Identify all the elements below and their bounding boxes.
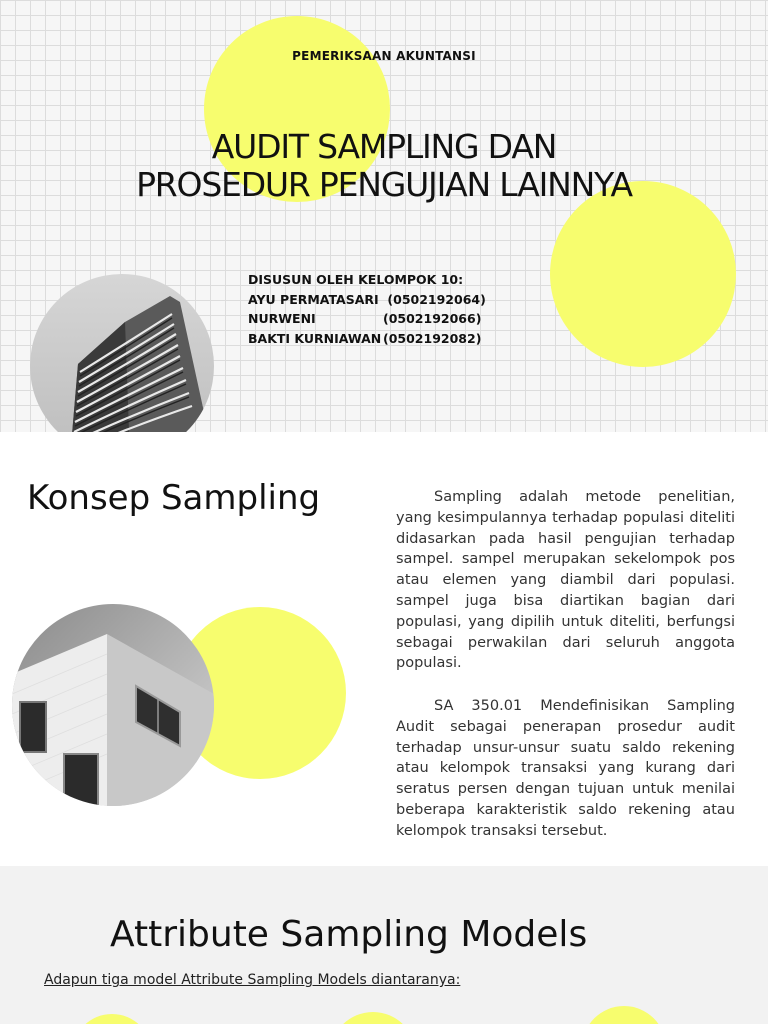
models-intro: Adapun tiga model Attribute Sampling Models diantaranya:	[44, 972, 461, 988]
section-heading: Attribute Sampling Models	[110, 914, 588, 955]
paragraph-sa350: SA 350.01 Mendefinisikan Sampling Audit sebagai penerapan prosedur audit terhadap unsur-unsur suatu saldo rekening atau kelompok transaksi yang kurang dari seratus persen dengan tujuan untuk menilai beberapa karakteristik saldo rekening atau kelompok transaksi tersebut.	[396, 698, 735, 839]
skyscraper-illustration	[30, 274, 214, 432]
paragraph-definition: Sampling adalah metode penelitian, yang kesimpulannya terhadap populasi diteliti didasarkan pada hasil pengujian terhadap sampel. sampel merupakan sekelompok pos atau elemen yang diambil dari populasi. sampel juga bisa diartikan bagian dari populasi, yang dipilih untuk diteliti, berfungsi sebagai perwakilan dari seluruh anggota populasi.	[396, 489, 735, 672]
author-id: (0502192082)	[383, 330, 482, 346]
author-name: BAKTI KURNIAWAN	[248, 330, 382, 346]
skyscraper-photo	[30, 274, 214, 432]
sampling-slide	[0, 432, 768, 866]
cover-slide	[0, 0, 768, 432]
authors-block	[248, 270, 486, 348]
author-id: (0502192064)	[387, 291, 486, 307]
author-row	[248, 309, 486, 329]
title-line-2: PROSEDUR PENGUJIAN LAINNYA	[136, 165, 632, 204]
course-label: PEMERIKSAAN AKUNTANSI	[292, 49, 476, 63]
yellow-circle-right	[550, 181, 736, 367]
title-line-1: AUDIT SAMPLING DAN	[211, 127, 557, 166]
author-name: NURWENI	[248, 311, 316, 326]
yellow-circle	[582, 1006, 666, 1024]
author-row	[248, 329, 486, 349]
building-photo	[12, 604, 214, 806]
page-title	[0, 128, 768, 204]
yellow-circle	[72, 1014, 152, 1024]
author-name: AYU PERMATASARI	[248, 291, 379, 307]
building-illustration	[12, 604, 214, 806]
section-heading: Konsep Sampling	[27, 478, 321, 518]
models-slide	[0, 866, 768, 1024]
author-id: (0502192066)	[383, 311, 482, 326]
author-row	[248, 290, 486, 310]
yellow-circle	[330, 1012, 416, 1024]
authors-heading: DISUSUN OLEH KELOMPOK 10:	[248, 272, 464, 287]
